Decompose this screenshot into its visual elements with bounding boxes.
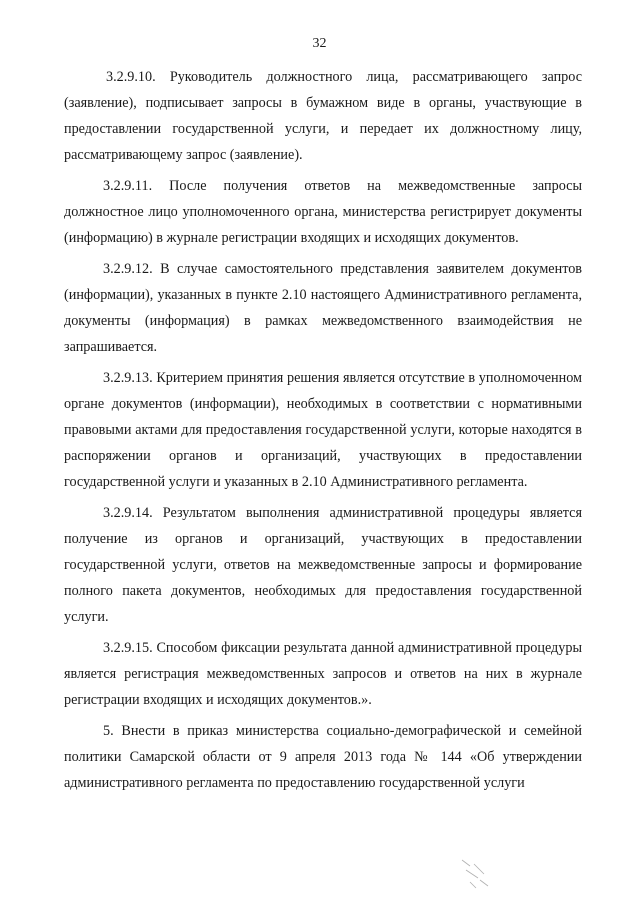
paragraph-3-2-9-15: 3.2.9.15. Способом фиксации результата данной административной процедуры является регистрация межведомственных запросов и ответов на них в журнале регистрации входящих и исходящих документов.». <box>64 640 582 708</box>
paragraph-3-2-9-11: 3.2.9.11. После получения ответов на межведомственные запросы должностное лицо уполномоченного органа, министерства регистрирует документы (информацию) в журнале регистрации входящих и исходящих документов. <box>64 178 582 246</box>
paragraph-item-5: 5. Внести в приказ министерства социально-демографической и семейной политики Самарской области от 9 апреля 2013 года № 144 «Об утверждении административного регламента по предоставлению государственной услуги <box>64 723 582 791</box>
handwritten-mark-icon <box>456 852 496 892</box>
document-body <box>64 64 582 801</box>
page-number: 32 <box>312 36 327 51</box>
paragraph-3-2-9-12: 3.2.9.12. В случае самостоятельного представления заявителем документов (информации), указанных в пункте 2.10 настоящего Административного регламента, документы (информация) в рамках межведомственного взаимодействия не запрашивается. <box>64 261 582 355</box>
paragraph-3-2-9-14: 3.2.9.14. Результатом выполнения административной процедуры является получение из органов и организаций, участвующих в предоставлении государственной услуги, ответов на межведомственные запросы и формирование полного пакета документов, необходимых для предоставления государственной услуги. <box>64 505 582 625</box>
paragraph-3-2-9-13: 3.2.9.13. Критерием принятия решения является отсутствие в уполномоченном органе документов (информации), необходимых в соответствии с нормативными правовыми актами для предоставления государственной услуги, которые находятся в распоряжении органов и организаций, участвующих в предоставлении государственной услуги и указанных в 2.10 Административного регламента. <box>64 370 582 490</box>
paragraph-3-2-9-10: 3.2.9.10. Руководитель должностного лица, рассматривающего запрос (заявление), подписывает запросы в бумажном виде в органы, участвующие в предоставлении государственной услуги, и передает их должностному лицу, рассматривающему запрос (заявление). <box>64 69 582 163</box>
